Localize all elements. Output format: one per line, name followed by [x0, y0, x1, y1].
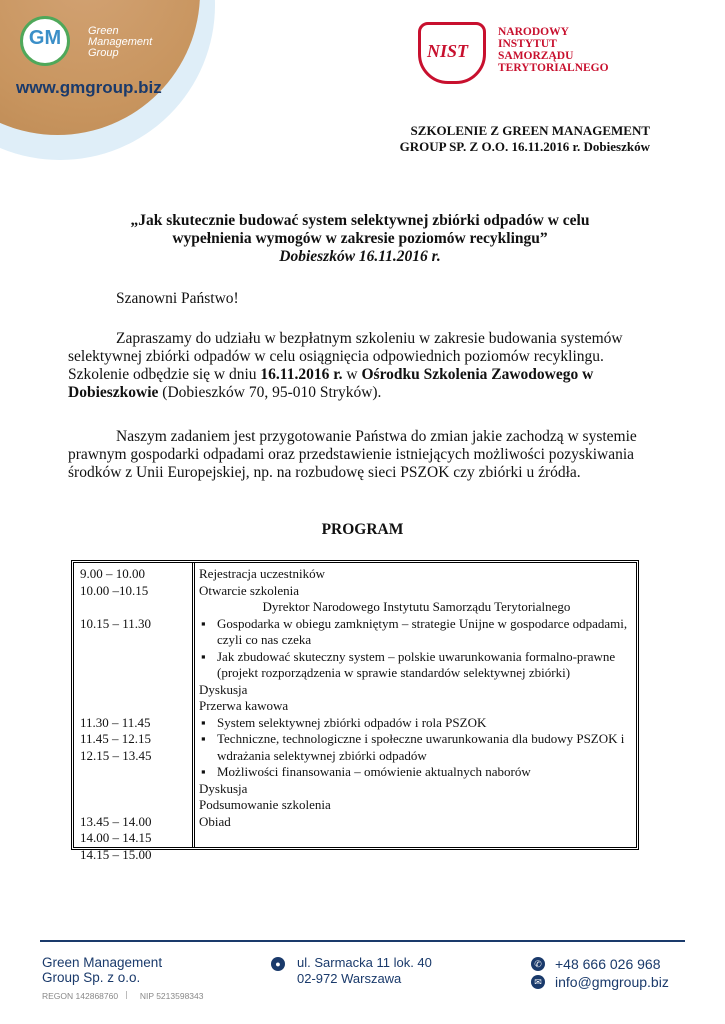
phone-icon: ✆ — [531, 957, 545, 971]
desc-cell: Przerwa kawowa — [199, 698, 289, 713]
paragraph-text: w — [342, 366, 362, 383]
time-cell: 10.00 –10.15 — [80, 582, 149, 598]
time-cell: 10.15 – 11.30 — [80, 615, 152, 631]
nist-logo-mark: NIST — [427, 41, 469, 61]
title-line: „Jak skutecznie budować system selektywnej zbiórki odpadów w celu — [130, 212, 590, 229]
title-date — [60, 248, 660, 266]
header-line: SZKOLENIE Z GREEN MANAGEMENT — [410, 123, 650, 138]
time-cell: 12.15 – 13.45 — [80, 747, 152, 763]
document-header — [330, 123, 650, 155]
nist-logo-icon — [418, 22, 486, 84]
program-times — [80, 566, 190, 863]
time-cell: 14.00 – 14.15 — [80, 830, 152, 845]
time-cell: 9.00 – 10.00 — [80, 566, 145, 581]
time-cell: 11.45 – 12.15 — [80, 731, 152, 746]
program-descriptions — [199, 566, 634, 830]
regon: REGON 142868760 — [42, 991, 119, 1001]
company-name-line: Group Sp. z o.o. — [42, 970, 141, 985]
spacer — [80, 632, 190, 715]
nist-logo-line: NARODOWY — [498, 26, 569, 38]
time-cell: 14.15 – 15.00 — [80, 846, 152, 862]
address-line: 02-972 Warszawa — [297, 971, 402, 986]
gm-logo-mark: GM — [28, 27, 62, 49]
spacer — [80, 599, 190, 616]
gm-logo-icon — [20, 16, 70, 66]
footer-divider — [40, 940, 685, 942]
footer-contact — [555, 955, 669, 991]
desc-bullet: ▪ Techniczne, technologiczne i społeczne uwarunkowania dla budowy PSZOK i wdrażania selektywnej zbiórki odpadów — [199, 731, 634, 764]
location-pin-icon: ● — [271, 957, 285, 971]
nist-logo-line: INSTYTUT — [498, 38, 557, 50]
spacer — [80, 764, 190, 814]
gm-logo — [14, 12, 174, 74]
desc-cell: Podsumowanie szkolenia — [199, 797, 331, 812]
desc-bullet: ▪ Gospodarka w obiegu zamkniętym – strategie Unijne w gospodarce odpadami, czyli co nas czeka — [199, 616, 634, 649]
header-line: GROUP SP. Z O.O. 16.11.2016 r. Dobieszków — [399, 139, 650, 154]
event-place: Ośrodku Szkolenia Zawodowego w Dobieszkowie — [68, 366, 594, 401]
program-table — [71, 560, 639, 862]
paragraph-invitation — [68, 330, 658, 402]
phone-number[interactable]: +48 666 026 968 — [555, 956, 661, 972]
document-title — [60, 212, 660, 266]
footer-address — [297, 955, 432, 987]
paragraph-goal: Naszym zadaniem jest przygotowanie Państwa do zmian jakie zachodzą w systemie prawnym gospodarki odpadami oraz przedstawienie istniejących możliwości pozyskiwania środków z Unii Europejskiej, np. na rozbudowę sieci PSZOK czy zbiórki u źródła. — [68, 428, 637, 481]
gm-logo-name-line: Group — [88, 47, 119, 59]
table-divider — [192, 563, 195, 847]
nist-logo — [418, 22, 618, 86]
paragraph-text: Zapraszamy do udziału w bezpłatnym szkoleniu w zakresie budowania systemów selektywnej zbiórki odpadów w celu osiągnięcia odpowiednich poziomów recyklingu. Szkolenie odbędzie się w dniu — [68, 330, 623, 383]
separator — [126, 991, 137, 999]
desc-bullet: ▪ Jak zbudować skuteczny system – polskie uwarunkowania formalno-prawne (projekt rozporządzenia w sprawie standardów selektywnej zbiórki) — [199, 649, 634, 682]
nist-logo-text — [498, 26, 609, 74]
address-line: ul. Sarmacka 11 lok. 40 — [297, 955, 432, 970]
desc-cell: Rejestracja uczestników — [199, 566, 325, 581]
gm-logo-name — [88, 26, 152, 59]
desc-cell: Otwarcie szkolenia — [199, 582, 299, 598]
desc-cell: Dyskusja — [199, 681, 248, 697]
event-date: 16.11.2016 r. — [260, 366, 343, 383]
email-icon: ✉ — [531, 975, 545, 989]
desc-cell: Obiad — [199, 813, 231, 829]
email-address[interactable]: info@gmgroup.biz — [555, 974, 669, 990]
title-line: wypełnienia wymogów w zakresie poziomów recyklingu” — [172, 230, 548, 247]
gm-logo-name-line: Management — [88, 36, 153, 48]
footer-registration — [42, 991, 203, 1001]
desc-bullet: ▪ System selektywnej zbiórki odpadów i rola PSZOK — [199, 715, 634, 732]
program-title: PROGRAM — [321, 521, 404, 538]
desc-cell-speaker: Dyrektor Narodowego Instytutu Samorządu Terytorialnego — [262, 599, 571, 614]
paragraph-text: (Dobieszków 70, 95-010 Stryków). — [158, 384, 382, 401]
website-url: www.gmgroup.biz — [16, 78, 162, 97]
time-cell: 13.45 – 14.00 — [80, 813, 152, 829]
footer-company — [42, 955, 162, 985]
desc-cell: Dyskusja — [199, 780, 248, 796]
time-cell: 11.30 – 11.45 — [80, 714, 151, 730]
gm-logo-name-line: Green — [88, 25, 119, 37]
nist-logo-line: SAMORZĄDU — [498, 50, 574, 62]
greeting: Szanowni Państwo! — [116, 290, 239, 307]
company-name-line: Green Management — [42, 955, 163, 970]
nist-logo-line: TERYTORIALNEGO — [498, 62, 609, 74]
desc-bullet: ▪ Możliwości finansowania – omówienie aktualnych naborów — [199, 764, 634, 781]
title-date-text: Dobieszków 16.11.2016 r. — [279, 248, 441, 265]
nip: NIP 5213598343 — [139, 991, 204, 1001]
